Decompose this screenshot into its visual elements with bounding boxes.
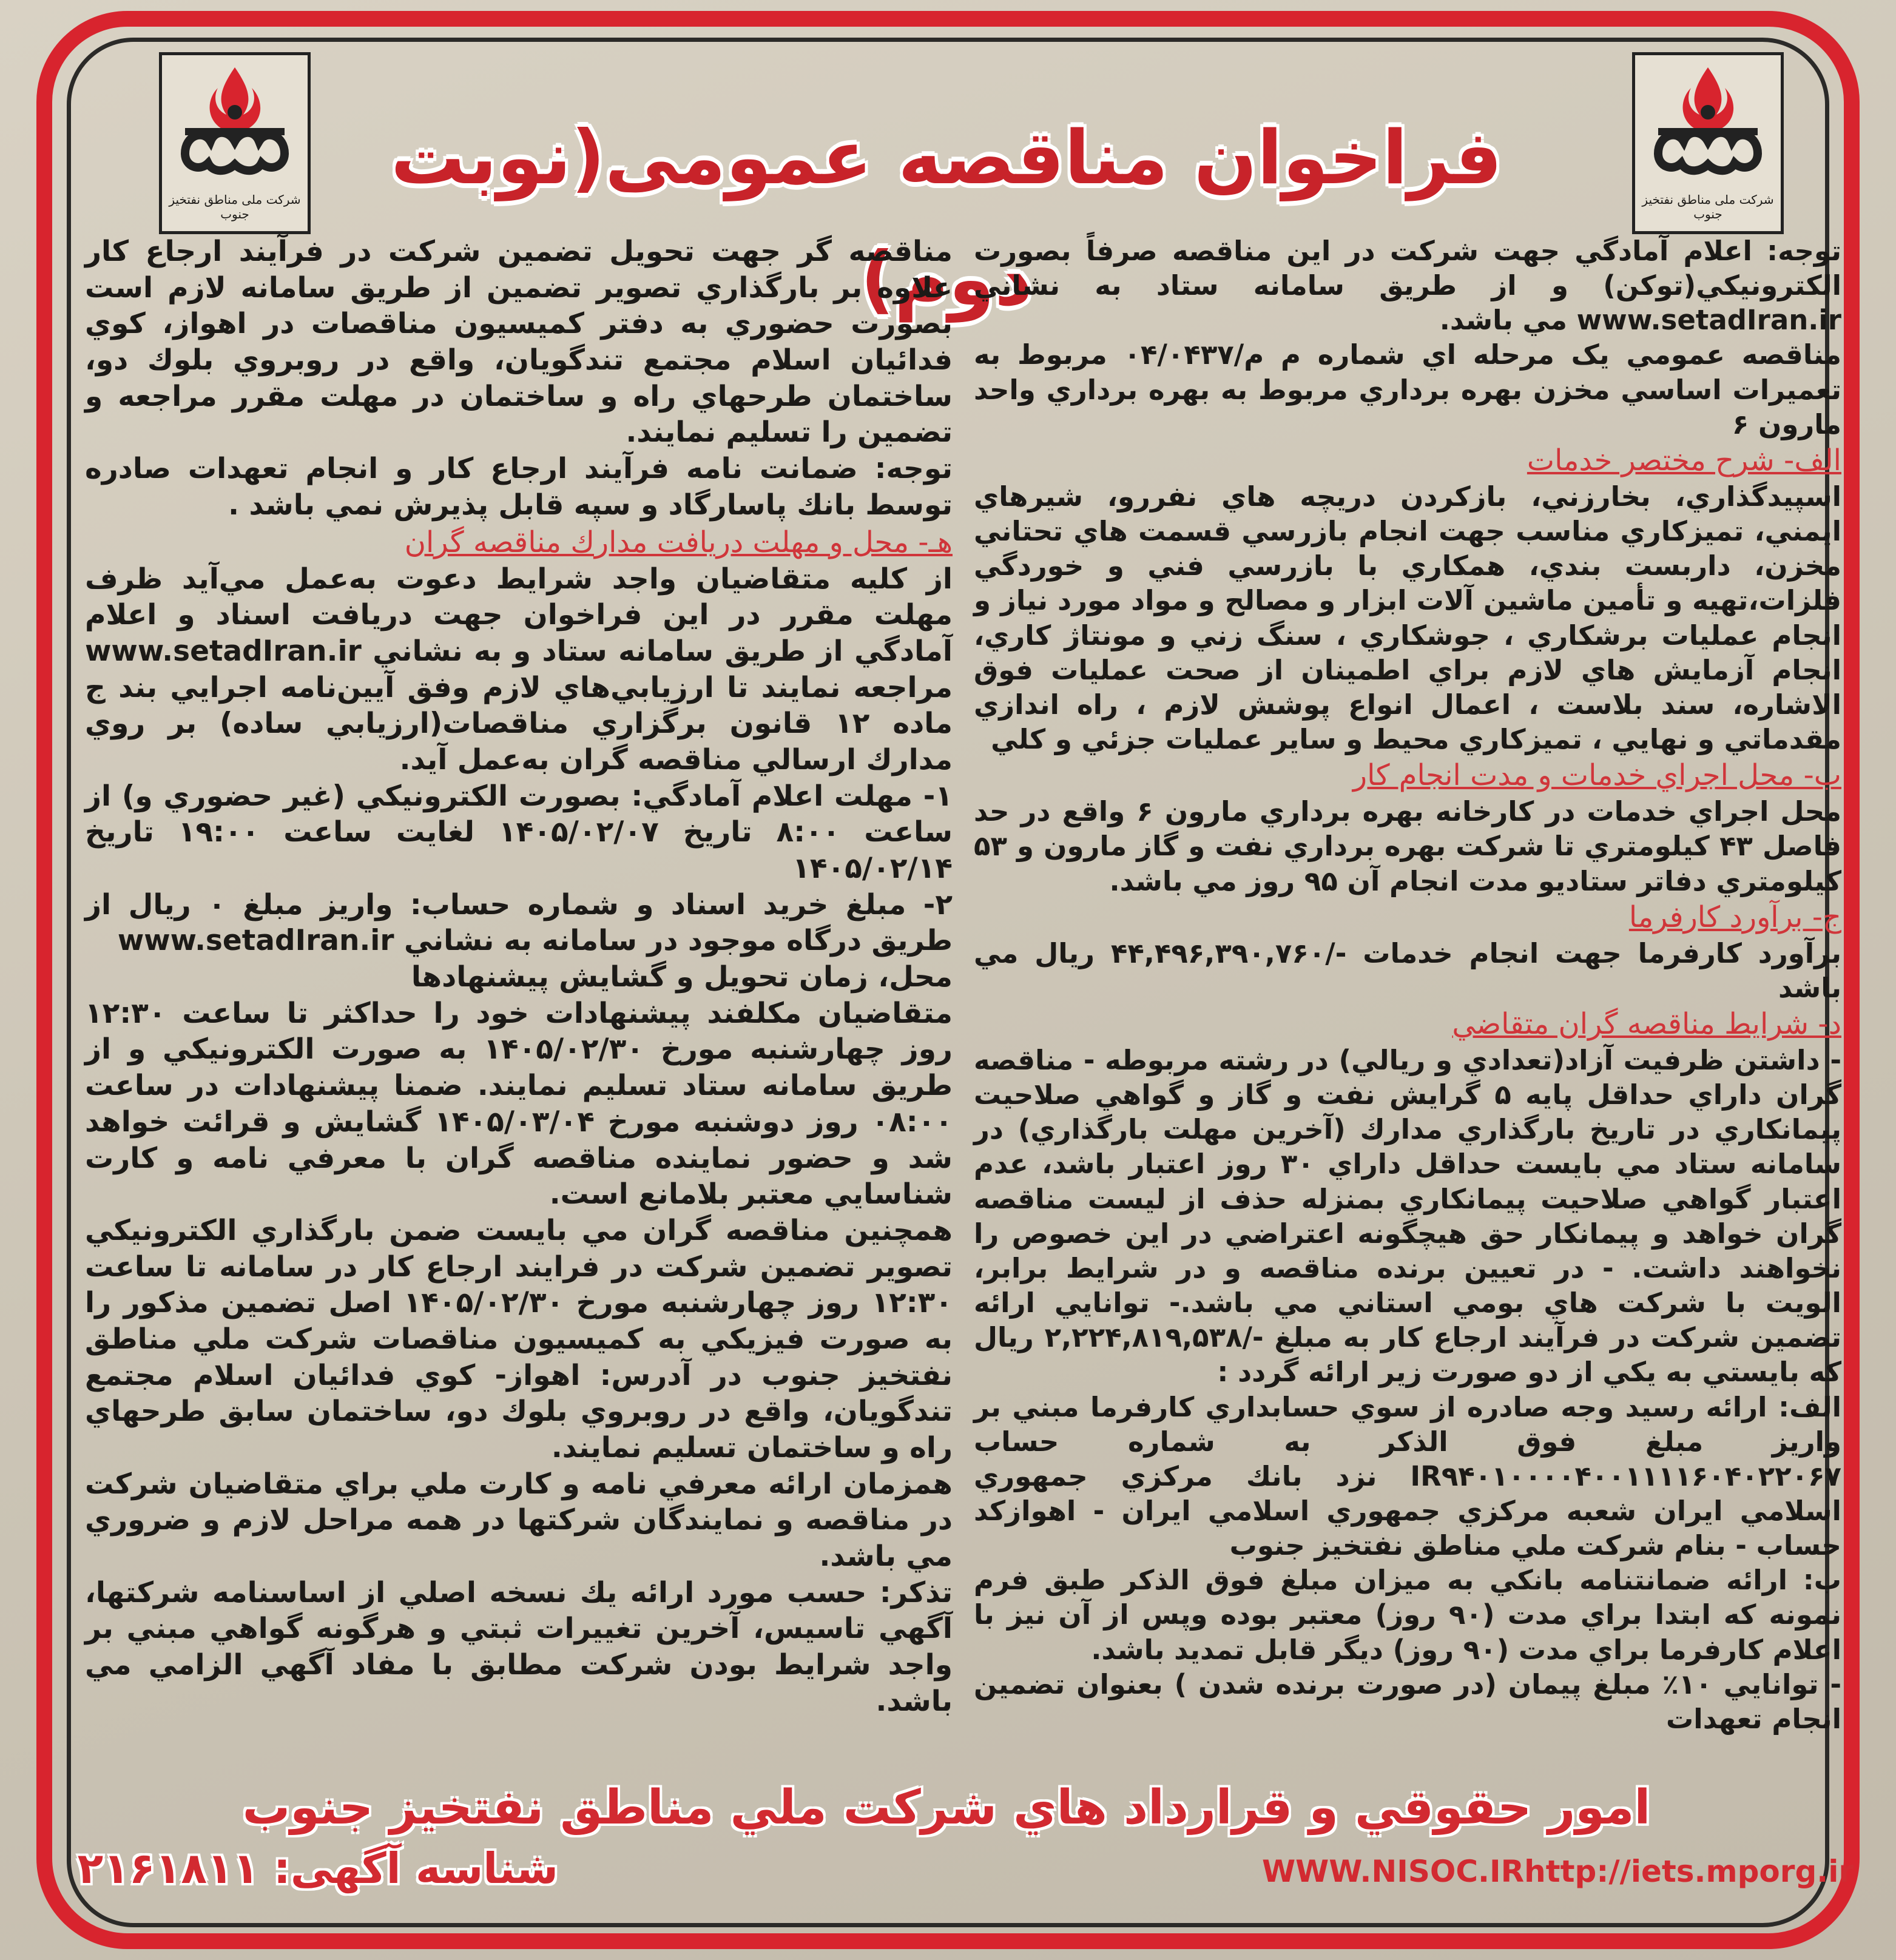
paragraph: - توانايي ۱۰٪ مبلغ پيمان (در صورت برنده شدن ) بعنوان تضمين انجام تعهدات <box>974 1668 1841 1735</box>
paragraph: ۱- مهلت اعلام آمادگي: بصورت الكترونيكي (غير حضوري و) از ساعت ۸:۰۰ تاريخ ۱۴۰۵/۰۲/۰۷ لغايت ساعت ۱۹:۰۰ تاريخ ۱۴۰۵/۰۲/۱۴ <box>85 779 953 885</box>
section-heading: ج- برآورد كارفرما <box>1628 900 1841 934</box>
paragraph: ب: ارائه ضمانتنامه بانكي به ميزان مبلغ فوق الذكر طبق فرم نمونه كه ابتدا براي مدت (۹۰ روز) معتبر بوده وپس از آن نيز با اعلام كارفرما براي مدت (۹۰ روز) ديگر قابل تمديد باشد. <box>974 1564 1841 1666</box>
footer-department: امور حقوقي و قرارداد هاي شركت ملي مناطق نفتخيز جنوب <box>242 1780 1651 1835</box>
paragraph: همچنين مناقصه گران مي بايست ضمن بارگذاري الكترونيكي تصوير تضمين شركت در فرايند ارجاع كار در سامانه تا ساعت ۱۲:۳۰ روز چهارشنبه مورخ ۱۴۰۵/۰۲/۳۰ اصل تضمين مذكور را به صورت فيزيكي به كميسيون مناقصات شركت ملي مناطق نفتخيز جنوب در آدرس: اهواز- كوي فدائيان اسلام مجتمع تندگويان، واقع در روبروي بلوك دو، ساختمان سابق طرحهاي راه و ساختمان تسليم نمايند. <box>85 1213 953 1464</box>
left-column <box>85 234 953 1720</box>
section-heading: هـ- محل و مهلت دريافت مدارك مناقصه گران <box>404 525 953 559</box>
paragraph: از كليه متقاضيان واجد شرايط دعوت به‌عمل مي‌آيد ظرف مهلت مقرر در اين فراخوان جهت دريافت اسناد و اعلام آمادگي از طريق سامانه ستاد و به نشاني www.setadIran.ir مراجعه نمايند تا ارزيابي‌هاي لازم وفق آيين‌نامه اجرايي بند ج ماده ۱۲ قانون برگزاري مناقصات(ارزيابي ساده) بر روي مدارك ارسالي مناقصه گران به‌عمل آيد. <box>85 562 953 776</box>
paragraph: توجه: اعلام آمادگي جهت شركت در اين مناقصه صرفاً بصورت الكترونيكي(توكن) و از طريق سامانه ستاد به نشاني www.setadIran.ir مي باشد. <box>974 235 1841 337</box>
footer-websites: WWW.NISOC.IRhttp://iets.mporg.ir <box>1262 1854 1854 1889</box>
paragraph: برآورد كارفرما جهت انجام خدمات -/۴۴,۴۹۶,۳۹۰,۷۶۰ ريال مي باشد <box>974 937 1842 1004</box>
ad-id: شناسه آگهی: ۲۱۶۱۸۱۱ <box>77 1844 558 1893</box>
nisoc-logo-right <box>1632 52 1784 234</box>
right-column <box>974 234 1841 1736</box>
page-title: فراخوان مناقصه عمومی(نوبت دوم) <box>391 115 1502 322</box>
paragraph: همزمان ارائه معرفي نامه و كارت ملي براي متقاضيان شركت در مناقصه و نمايندگان شركتها در همه مراحل لازم و ضروري مي باشد. <box>85 1467 953 1574</box>
flame-emblem-icon <box>173 62 297 184</box>
section-heading: الف- شرح مختصر خدمات <box>1527 443 1841 477</box>
paragraph: متقاضيان مكلفند پيشنهادات خود را حداكثر تا ساعت ۱۲:۳۰ روز چهارشنبه مورخ ۱۴۰۵/۰۲/۳۰ به صورت الكترونيكي و از طريق سامانه ستاد تسليم نمايند. ضمنا پيشنهادات در ساعت ۰۸:۰۰ روز دوشنبه مورخ ۱۴۰۵/۰۳/۰۴ گشايش و قرائت خواهد شد و حضور نماينده مناقصه گران با معرفي نامه و كارت شناسايي معتبر بلامانع است. <box>85 996 953 1211</box>
logo-caption: شرکت ملی مناطق نفتخیز جنوب <box>169 192 301 221</box>
paragraph: توجه: ضمانت نامه فرآيند ارجاع كار و انجام تعهدات صادره توسط بانك پاسارگاد و سپه قابل پذيرش نمي باشد . <box>85 452 953 522</box>
paragraph: - داشتن ظرفيت آزاد(تعدادي و ريالي) در رشته مربوطه - مناقصه گران داراي حداقل پايه ۵ گرايش نفت و گاز و گواهي صلاحيت پيمانكاري در تاريخ بارگذاري مدارك (آخرين مهلت بارگذاري) در سامانه ستاد مي بايست حداقل داراي ۳۰ روز اعتبار باشد، عدم اعتبار گواهي صلاحيت پيمانكاري بمنزله حذف از ليست مناقصه گران خواهد و پيمانكار حق هيچگونه اعتراضي در اين خصوص را نخواهند داشت. - در تعيين برنده مناقصه و در شرايط برابر، الويت با شركت هاي بومي استاني مي باشد.- توانايي ارائه تضمين شركت در فرآيند ارجاع كار به مبلغ -/۲,۲۲۴,۸۱۹,۵۳۸ ريال كه بايستي به يكي از دو صورت زير ارائه گردد : <box>974 1043 1841 1389</box>
paragraph: اسپيدگذاري، بخارزني، بازكردن دريچه هاي نفررو، شيرهاي ايمني، تميزكاري مناسب جهت انجام بازرسي قسمت هاي تحتاني مخزن، داربست بندي، همكاري با بازرسي فني و خوردگي فلزات،تهيه و تأمين ماشين آلات ابزار و مصالح و مواد مورد نياز و انجام عمليات برشكاري ، جوشكاري ، سنگ زني و مونتاژ كاري، انجام آزمايش هاي لازم براي اطمينان از صحت عمليات فوق الاشاره، سند بلاست ، اعمال انواع پوشش لازم ، راه اندازي مقدماتي و نهايي ، تميزكاري محيط و ساير عمليات جزئي و كلي <box>974 480 1841 756</box>
paragraph: الف: ارائه رسيد وجه صادره از سوي حسابداري كارفرما مبني بر واريز مبلغ فوق الذكر به شماره حساب IR۹۴۰۱۰۰۰۰۴۰۰۱۱۱۱۶۰۴۰۲۲۰۶۷ نزد بانك مركزي جمهوري اسلامي ايران شعبه مركزي جمهوري اسلامي ايران - اهوازكد حساب - بنام شركت ملي مناطق نفتخيز جنوب <box>974 1390 1841 1562</box>
flame-emblem-icon <box>1646 62 1770 184</box>
logo-caption: شرکت ملی مناطق نفتخیز جنوب <box>1642 192 1774 221</box>
paragraph: مناقصه عمومي يک مرحله اي شماره م م/۰۴/۰۴۳۷ مربوط به تعميرات اساسي مخزن بهره برداري مربوط به بهره برداري واحد مارون ۶ <box>974 338 1841 440</box>
paragraph: مناقصه گر جهت تحويل تضمين شركت در فرآيند ارجاع كار علاوه بر بارگذاري تصوير تضمين از طريق سامانه لازم است بصورت حضوري به دفتر كميسيون مناقصات در اهواز، كوي فدائيان اسلام مجتمع تندگويان، واقع در روبروي بلوك دو، ساختمان طرحهاي راه و ساختمان در مهلت مقرر مراجعه و تضمين را تسليم نمايند. <box>85 235 953 450</box>
section-heading: ب- محل اجراي خدمات و مدت انجام كار <box>1352 758 1841 793</box>
paragraph: ۲- مبلغ خريد اسناد و شماره حساب: واريز مبلغ ۰ ريال از طريق درگاه موجود در سامانه به نشاني www.setadIran.ir <box>85 887 953 958</box>
paragraph: تذكر: حسب مورد ارائه يك نسخه اصلي از اساسنامه شركتها، آگهي تاسيس، آخرين تغييرات ثبتي و هرگونه گواهي مبني بر واجد شرايط بودن شركت مطابق با مفاد آگهي الزامي مي باشد. <box>85 1575 953 1718</box>
paragraph: محل اجراي خدمات در كارخانه بهره برداري مارون ۶ واقع در حد فاصل ۴۳ كيلومتري تا شركت بهره برداري نفت و گاز مارون و ۵۳ كيلومتري دفاتر ستاديو مدت انجام آن ۹۵ روز مي باشد. <box>974 795 1841 897</box>
paragraph: محل، زمان تحويل و گشايش پيشنهادها <box>411 960 953 994</box>
section-heading: د- شرايط مناقصه گران متقاضي <box>1452 1006 1841 1041</box>
nisoc-logo-left <box>159 52 311 234</box>
